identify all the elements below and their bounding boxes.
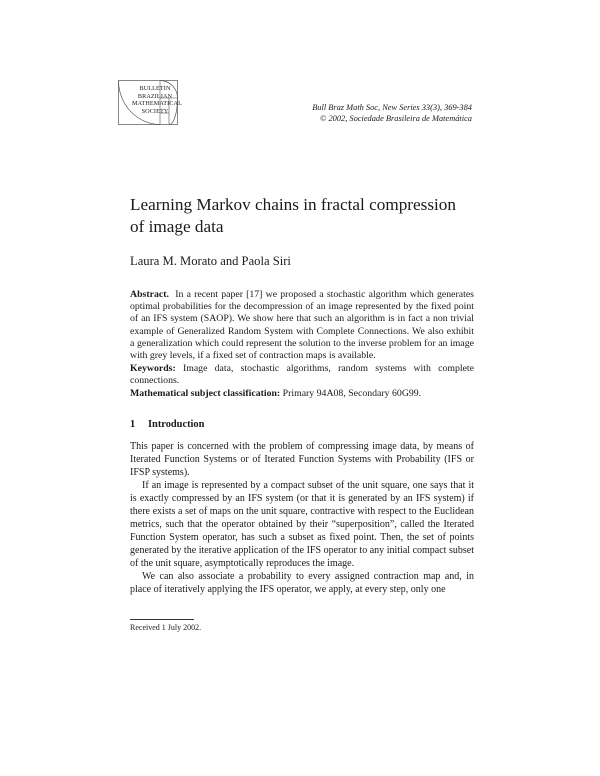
intro-paragraph-1: This paper is concerned with the problem of compressing image data, by means of Iterated Function Systems or of Iterated Function Systems with Probability (IFS or IFSP systems).	[130, 441, 474, 478]
keywords-text: Image data, stochastic algorithms, random systems with complete connections.	[130, 363, 475, 387]
abstract	[130, 289, 474, 362]
paper-title: Learning Markov chains in fractal compression of image data	[130, 195, 456, 236]
abstract-text: In a recent paper [17] we proposed a stochastic algorithm which generates optimal probabilities for the decompression of an image represented by the fixed point of an IFS system (SAOP). We show here that such an algorithm is in fact a non trivial example of Generalized Random System with Complete Connections. We also exhibit a generalization which could represent the solution to the inverse problem for an image with grey levels, if a fixed set of contraction maps is available.	[130, 289, 474, 362]
logo-text: BULLETIN BRAZILIAN MATHEMATICAL SOCIETY	[132, 85, 183, 115]
section-number: 1	[130, 419, 136, 430]
intro-paragraph-3: We can also associate a probability to every assigned contraction map and, in place of iteratively applying the IFS operator, we apply, at every step, only one	[130, 571, 474, 595]
keywords	[130, 363, 474, 387]
msc-text: Primary 94A08, Secondary 60G99.	[282, 388, 422, 399]
keywords-label: Keywords:	[130, 363, 176, 374]
authors: Laura M. Morato and Paola Siri	[130, 254, 291, 268]
section-heading	[130, 419, 204, 430]
subject-classification	[130, 388, 474, 400]
journal-citation: Bull Braz Math Soc, New Series 33(3), 369-384	[312, 103, 472, 112]
journal-copyright: © 2002, Sociedade Brasileira de Matemática	[320, 114, 472, 123]
abstract-label: Abstract.	[130, 289, 169, 300]
journal-logo	[118, 80, 183, 126]
footnote-rule	[130, 619, 194, 620]
msc-label: Mathematical subject classification:	[130, 388, 281, 399]
section-title: Introduction	[148, 419, 205, 430]
introduction-body	[130, 440, 474, 596]
journal-header	[312, 102, 472, 124]
intro-paragraph-2: If an image is represented by a compact subset of the unit square, one says that it is exactly compressed by an IFS system (or that it is generated by an IFS system) if there exists a set of maps on the unit square, contractive with respect to the Euclidean metrics, such that the operator obtained by their “superposition”, called the Iterated Function System operator, has such a subset as fixed point. Then, the set of points generated by the iterative application of the IFS operator to any initial compact subset of the unit square, asymptotically reproduces the image.	[130, 480, 474, 569]
footnote: Received 1 July 2002.	[130, 623, 202, 632]
